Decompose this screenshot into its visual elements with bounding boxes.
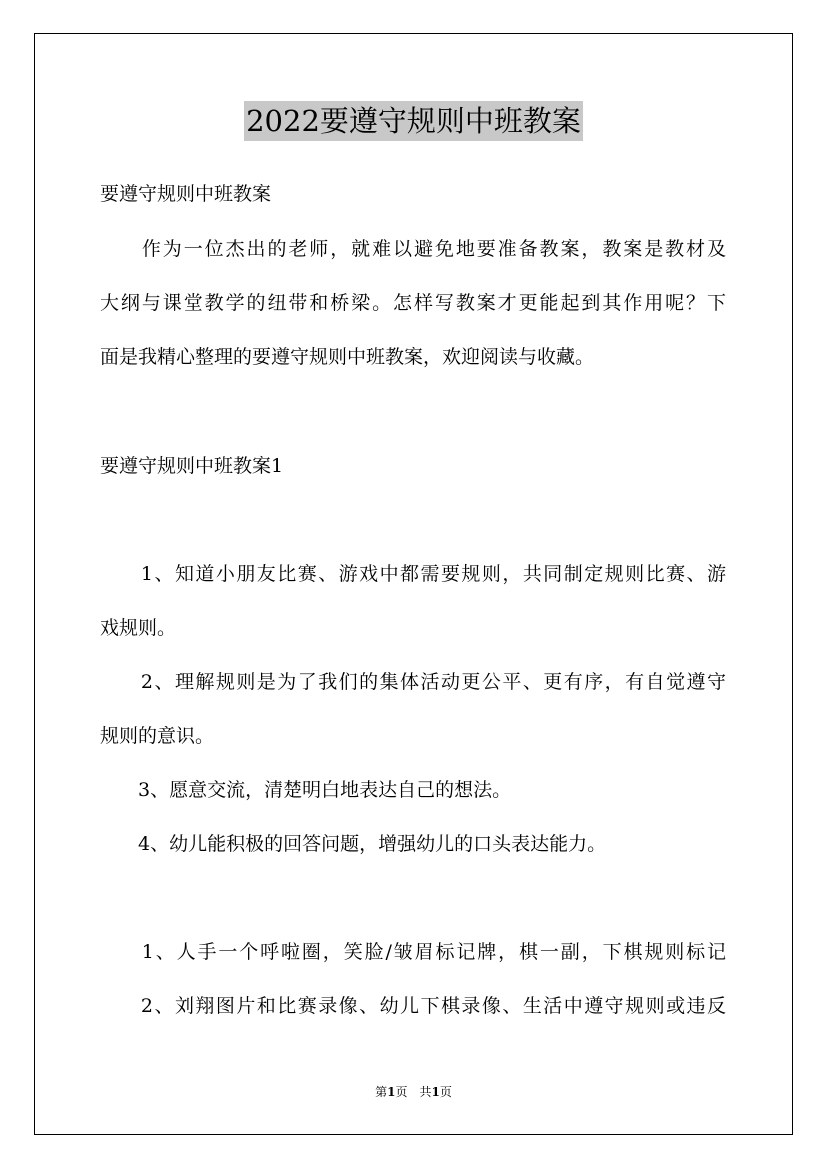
document-title: 2022要遵守规则中班教案 [244,101,583,141]
goal-item-line: 戏规则。 [100,617,177,639]
goal-item-line: 1、知道小朋友比赛、游戏中都需要规则，共同制定规则比赛、游 [100,563,726,585]
page-footer [0,1084,827,1100]
goal-item-line: 4、幼儿能积极的回答问题，增强幼儿的口头表达能力。 [100,833,607,855]
prep-item-line: 1、人手一个呼啦圈，笑脸/皱眉标记牌，棋一副，下棋规则标记 [100,941,726,963]
footer-current-page: 1 [387,1085,396,1099]
intro-paragraph-line: 面是我精心整理的要遵守规则中班教案，欢迎阅读与收藏。 [100,346,595,368]
footer-mid: 页 共 [395,1085,432,1099]
intro-paragraph-line: 大纲与课堂教学的纽带和桥梁。怎样写教案才更能起到其作用呢？下 [100,292,726,314]
document-subtitle: 要遵守规则中班教案 [100,183,272,205]
goal-item-line: 3、愿意交流，清楚明白地表达自己的想法。 [100,779,512,801]
section-heading: 要遵守规则中班教案1 [100,455,284,477]
footer-total-pages: 1 [431,1085,440,1099]
prep-item-line: 2、刘翔图片和比赛录像、幼儿下棋录像、生活中遵守规则或违反 [100,995,726,1017]
goal-item-line: 规则的意识。 [100,725,215,747]
title-container [0,101,827,141]
intro-paragraph-line: 作为一位杰出的老师，就难以避免地要准备教案，教案是教材及 [100,238,726,260]
goal-item-line: 2、理解规则是为了我们的集体活动更公平、更有序，有自觉遵守 [100,671,726,693]
footer-prefix: 第 [375,1085,388,1099]
footer-suffix: 页 [439,1085,452,1099]
